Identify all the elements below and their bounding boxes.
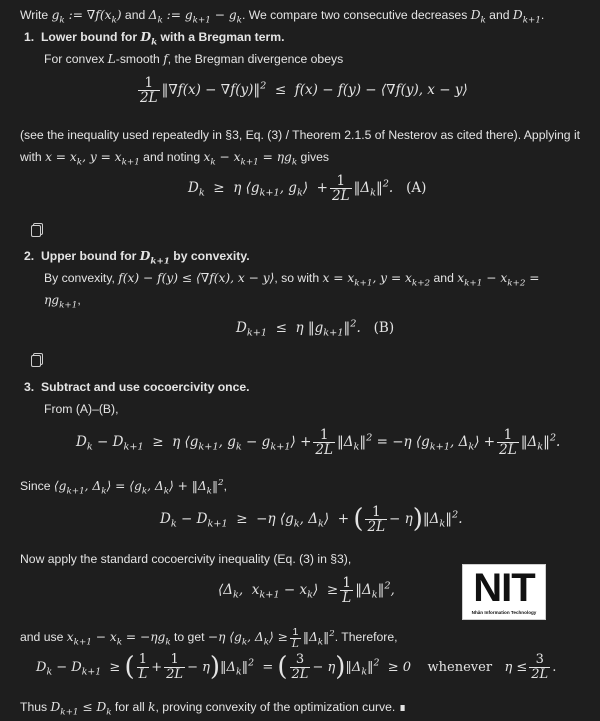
logo-caption: Nhân Information Technology xyxy=(471,610,537,615)
fraction xyxy=(137,653,150,681)
math-inline: $x = x_k$, $y = x_{k+1}$ xyxy=(45,150,140,168)
denominator: 2L xyxy=(367,519,386,536)
math-inline: f xyxy=(163,52,168,66)
fraction xyxy=(340,576,353,605)
conclusion xyxy=(20,700,407,718)
operator: + xyxy=(151,660,163,676)
intro-text: . We compare two consecutive decreases xyxy=(241,8,471,22)
equation-body: $⟨\Delta_k$, $x_{k+1}$ − $x_k⟩$ ≥ xyxy=(218,582,339,601)
body-text: (see the inequality used repeatedly in §3, Eq. (3) / Theorem 2.1.5 of Nesterov as cited there). Applying it xyxy=(20,128,581,142)
denominator: 2L xyxy=(291,667,309,683)
step-1-heading xyxy=(24,30,285,48)
equation-body: $D_{k+1} \le \eta$ $‖g_{k+1}‖^2$. xyxy=(236,318,361,339)
delta-definition: $\Delta_k$ := $g_{k+1} - g_k$ xyxy=(148,8,242,26)
equation-body: $‖\Delta_k‖^2$, xyxy=(355,580,395,601)
denominator: 2L xyxy=(531,667,549,683)
paren: ) xyxy=(209,652,221,682)
equation-cocoercivity xyxy=(218,576,395,605)
body-text: , proving convexity of the optimization curve. ∎ xyxy=(155,700,407,714)
step-1-apply xyxy=(20,150,329,168)
denominator: 2L xyxy=(332,188,350,205)
denominator: 2L xyxy=(140,90,158,107)
equation-body: $‖\Delta_k‖^2$. xyxy=(422,509,463,530)
paren: ( xyxy=(124,652,135,682)
denominator: L xyxy=(138,667,148,683)
numerator: 1 xyxy=(497,428,519,443)
step-3-since xyxy=(20,477,228,497)
body-text: with xyxy=(20,150,46,164)
math-inline: $x = x_{k+1}$, $y = x_{k+2}$ xyxy=(322,271,431,289)
equation-body: $D_k \ge \eta$ $⟨g_{k+1}$, $g_k⟩$ + xyxy=(188,180,328,199)
step-1-line xyxy=(44,52,343,67)
math-inline: $D_{k+1} \le D_k$ xyxy=(50,700,112,718)
nit-logo xyxy=(462,564,546,620)
equation-since xyxy=(160,504,463,535)
numerator: 3 xyxy=(529,653,550,668)
equation-body: $‖\Delta_k‖^2$. xyxy=(353,178,394,199)
equation-word: whenever xyxy=(427,660,493,676)
punctuation: . xyxy=(552,660,557,676)
math-inline: $‖\Delta_k‖^2$ xyxy=(302,629,335,648)
step-number: 1. xyxy=(24,30,35,44)
paren: ) xyxy=(412,504,423,534)
heading-text: Upper bound for xyxy=(40,249,140,263)
body-text: Now apply the standard cocoercivity inequality (Eq. (3) in §3), xyxy=(20,552,352,566)
step-3-from xyxy=(44,402,118,417)
numerator: 1 xyxy=(138,76,160,91)
gradient-definition: $g_k$ := $\nabla f(x_k)$ xyxy=(51,8,122,26)
fraction xyxy=(164,653,185,681)
paren: ( xyxy=(353,504,364,534)
body-text: , the Bregman divergence obeys xyxy=(167,52,344,66)
equation-body: $‖\Delta_k‖^2 \ge 0$ xyxy=(345,657,411,678)
step-3-now xyxy=(20,552,351,567)
equation-subtract xyxy=(76,428,560,457)
equation-body: $D_k - D_{k+1} \ge -\eta$ $⟨g_k$, $\Delta_k⟩$ + xyxy=(160,511,350,530)
math-inline: L xyxy=(107,52,116,66)
heading-text: Lower bound for xyxy=(40,30,141,44)
numerator: 1 xyxy=(137,653,150,668)
math-inline: $x_{k+1} - x_k = -\eta g_k$ xyxy=(66,630,171,648)
body-text: , xyxy=(77,293,81,307)
body-text: From (A)–(B), xyxy=(44,402,119,416)
intro-line xyxy=(20,8,545,26)
paren: ) xyxy=(335,652,346,682)
copy-icon[interactable] xyxy=(30,222,44,236)
body-text: , so with xyxy=(274,271,323,285)
body-text: , xyxy=(223,479,228,493)
math-inline: $⟨g_{k+1}$, $\Delta_k⟩$ = $⟨g_k$, $\Delta_k⟩$ + $‖\Delta_k‖^2$ xyxy=(53,477,224,497)
step-2-line-2 xyxy=(44,293,81,311)
equation-body: $‖\Delta_k‖^2$ = xyxy=(220,657,274,678)
step-3-use xyxy=(20,627,398,649)
body-text: and use xyxy=(20,630,67,645)
equation-body: − η xyxy=(312,660,336,676)
denominator: L xyxy=(291,637,299,650)
fraction xyxy=(138,76,160,105)
equation-b xyxy=(236,318,395,339)
body-text: By convexity, xyxy=(44,271,119,285)
numerator: 1 xyxy=(330,174,352,189)
math-inline: f(x) − f(y) ≤ ⟨∇f(x), x − y⟩ xyxy=(118,271,275,285)
equation-body: $D_k - D_{k+1}$ ≥ xyxy=(36,660,121,678)
step-3-heading xyxy=(24,380,250,395)
math-inline: $x_{k+1} - x_{k+2}$ = xyxy=(457,271,540,289)
body-text: -smooth xyxy=(115,52,164,66)
body-text: Thus xyxy=(20,700,51,714)
equation-body: ‖∇f(x) − ∇f(y)‖$^2$ ≤ f(x) − f(y) − ⟨∇f(y), x − y⟩ xyxy=(161,80,468,99)
step-1-note xyxy=(20,128,580,143)
equation-body: $D_k - D_{k+1} \ge \eta$ $⟨g_{k+1}$, $g_k$ − $g_{k+1}⟩$ + xyxy=(76,434,312,453)
equation-body: $‖\Delta_k‖^2$. xyxy=(520,432,561,453)
fraction xyxy=(330,174,352,203)
numerator: 1 xyxy=(365,505,387,520)
numerator: 1 xyxy=(313,428,335,443)
step-2-heading xyxy=(24,249,250,267)
step-2-line xyxy=(44,271,540,289)
numerator: 1 xyxy=(164,653,185,668)
heading-text: with a Bregman term. xyxy=(157,30,285,44)
fraction xyxy=(290,627,301,649)
denominator: L xyxy=(342,590,352,607)
body-text: gives xyxy=(297,150,329,164)
numerator: 1 xyxy=(340,576,353,591)
denominator: 2L xyxy=(166,667,184,683)
heading-text: Subtract and use cocoercivity once. xyxy=(40,380,250,394)
body-text: For convex xyxy=(44,52,108,66)
bregman-equation xyxy=(136,76,468,105)
equation-tag: (B) xyxy=(373,320,395,336)
logo-mark: NIT xyxy=(473,566,535,610)
heading-math: $D_{k+1}$ xyxy=(139,249,170,267)
equation-tag: (A) xyxy=(406,180,427,197)
step-number: 2. xyxy=(24,249,35,263)
equation-final xyxy=(36,652,556,683)
fraction xyxy=(365,505,387,534)
copy-icon[interactable] xyxy=(30,352,44,366)
equation-body: − η xyxy=(187,660,210,676)
numerator: 1 xyxy=(290,627,301,639)
intro-text: and xyxy=(121,8,149,22)
body-text: Since xyxy=(20,479,54,493)
intro-text: . xyxy=(540,8,545,22)
math-dk1: $D_{k+1}$ xyxy=(512,8,541,26)
intro-text: Write xyxy=(20,8,52,22)
numerator: 3 xyxy=(290,653,311,668)
math-inline: $x_k - x_{k+1} = \eta g_k$ xyxy=(203,150,298,168)
math-inline: $\eta g_{k+1}$ xyxy=(44,293,78,311)
fraction xyxy=(529,653,550,681)
intro-text: and xyxy=(485,8,513,22)
denominator: 2L xyxy=(499,442,517,459)
heading-math: $D_k$ xyxy=(140,30,158,48)
fraction xyxy=(290,653,311,681)
fraction xyxy=(313,428,335,457)
body-text: to get xyxy=(170,630,208,645)
body-text: for all xyxy=(111,700,149,714)
equation-body: − η xyxy=(389,511,413,528)
body-text: and noting xyxy=(139,150,204,164)
equation-a xyxy=(188,174,426,203)
fraction xyxy=(497,428,519,457)
heading-text: by convexity. xyxy=(169,249,250,263)
denominator: 2L xyxy=(315,442,333,459)
equation-body: $‖\Delta_k‖^2 = -\eta$ $⟨g_{k+1}$, $\Delta_k⟩$ + xyxy=(336,432,496,453)
math-dk: $D_k$ xyxy=(470,8,486,26)
paren: ( xyxy=(277,652,288,682)
math-inline: k xyxy=(148,700,156,714)
body-text: and xyxy=(430,271,458,285)
step-number: 3. xyxy=(24,380,35,394)
body-text: . Therefore, xyxy=(334,630,398,645)
math-inline: −η $⟨g_k$, $\Delta_k⟩$ ≥ xyxy=(207,630,288,648)
equation-body: η ≤ xyxy=(504,660,528,676)
